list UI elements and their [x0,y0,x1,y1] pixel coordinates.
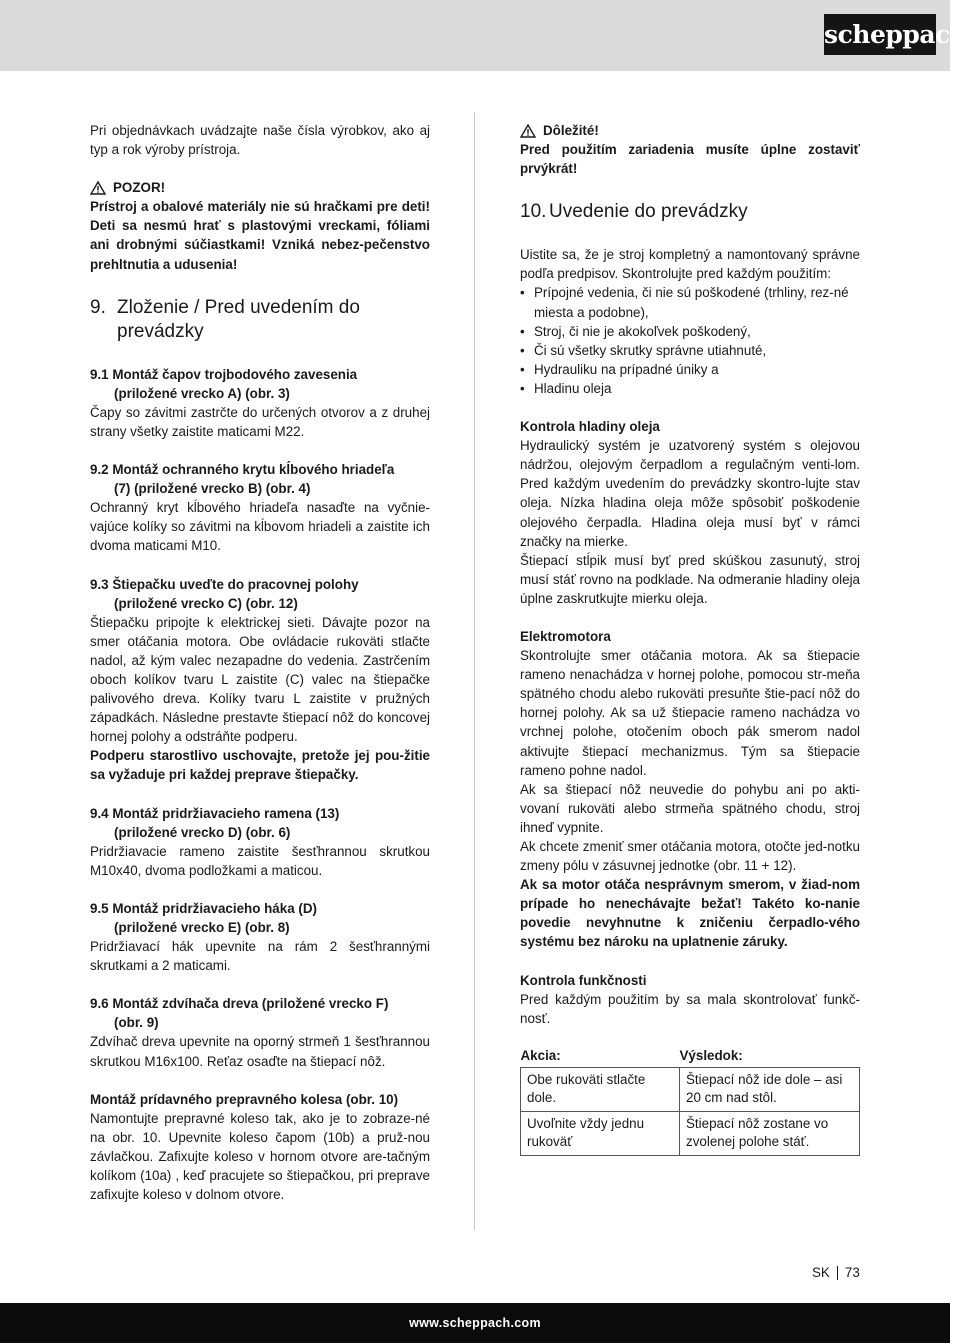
subsection-text: Ochranný kryt kĺbového hriadeľa nasaďte na vyčnie-vajúce kolíky so závitmi na kĺbovom hriadeli a zaistite ich dvoma maticami M10. [90,500,430,554]
subsection-title: 9.5 Montáž pridržiavacieho háka (D) [90,900,317,916]
subsection-transport-wheel [90,1090,430,1205]
subsection-text: Pridržiavacie rameno zaistite šesťhrannou skrutkou M10x40, dvoma podložkami a maticou. [90,843,430,878]
list-item: • Stroj, či nie je akokoľvek poškodený, [520,322,860,341]
function-check-text: Pred každým použitím by sa mala skontrolovať funkč-nosť. [520,991,860,1026]
footer-bar [0,1303,950,1343]
commissioning-intro: Uistite sa, že je stroj kompletný a namontovaný správne podľa predpisov. Skontrolujte pred každým použitím: [520,247,860,282]
table-cell: Štiepací nôž zostane vo zvolenej polohe stáť. [680,1111,860,1155]
subsection-9-6: 9.6 Montáž zdvíhača dreva (priložené vrecko F) (obr. 9) Zdvíhač dreva upevnite na oporný strmeň 1 šesťhrannou skrutkou M16x100. Reťaz osaďte na štiepací nôž. [90,994,430,1070]
table-header: Akcia: [520,1047,561,1063]
table-row [521,1111,860,1155]
warning-triangle-icon [90,181,106,195]
table-header: Výsledok: [679,1047,743,1063]
section-10-heading [520,200,860,224]
important-text: Pred použitím zariadenia musíte úplne zostaviť prvýkrát! [520,142,860,177]
subsection-text: Namontujte prepravné koleso tak, ako je to zobraze-né na obr. 10. Upevnite koleso čapom (10b) a pruž-nou závlačkou. Zafixujte koleso v hornom otvore are-tačným kolíkom (10a) , keď pracujete so štiepačkou, pri preprave zafixujte koleso v dolnom otvore. [90,1110,430,1203]
table-cell: Štiepací nôž ide dole – asi 20 cm nad stôl. [680,1067,860,1111]
section-number: 9. [90,296,106,318]
subsection-9-5: 9.5 Montáž pridržiavacieho háka (D) (priložené vrecko E) (obr. 8) Pridržiavací hák upevnite na rám 2 šesťhrannými skrutkami a 2 maticami. [90,899,430,975]
subsection-title: Montáž prídavného prepravného kolesa (obr. 10) [90,1091,399,1107]
warning-triangle-icon [520,124,536,138]
section-9-heading [90,296,430,344]
right-column [520,121,860,1156]
page-number [812,1265,860,1280]
motor-title: Elektromotora [520,628,611,644]
header-bar [0,0,967,71]
motor-text: Skontrolujte smer otáčania motora. Ak sa štiepacie rameno nenachádza v hornej polohe, pomocou str-meňa spätného chodu alebo rukoväti presuňte štie-pací nôž do hornej polohy. Ak sa už štiepacie rameno nachádza vo vrchnej polohe, otočením oboch pák smerom nadol aktivujte štiepací mechanizmus. Tým sa štiepacie rameno pohne nadol. [520,648,860,778]
warning-title: POZOR! [113,180,166,196]
list-item: • Hladinu oleja [520,379,860,398]
subsection-title: 9.3 Štiepačku uveďte do pracovnej polohy [90,576,359,592]
table-cell: Obe rukoväti stlačte dole. [521,1067,680,1111]
list-item: • Či sú všetky skrutky správne utiahnuté, [520,341,860,360]
subsection-title: 9.4 Montáž pridržiavacieho ramena (13) [90,805,340,821]
oil-check-text: Hydraulický systém je uzatvorený systém s olejovou nádržou, olejovým čerpadlom a regulačným venti-lom. Pred každým uvedením do prevádzky skontro-lujte stav oleja. Nízka hladina oleja môže spôsobiť poškodenie olejového čerpadla. Hladina oleja musí byť v rámci značky na mierke. [520,438,860,549]
footer-url: www.scheppach.com [409,1316,541,1330]
oil-check-text-2: Štiepací stĺpik musí byť pred skúškou zasunutý, stroj musí stáť rovno na podklade. Na odmeranie hladiny oleja úplne zaskrutkujte mierku oleja. [520,552,860,606]
subsection-9-1: 9.1 Montáž čapov trojbodového zavesenia (priložené vrecko A) (obr. 3) Čapy so závitmi zastrčte do určených otvorov a z druhej strany všetky zaistite maticami M22. [90,365,430,441]
subsection-title: 9.1 Montáž čapov trojbodového zavesenia [90,366,358,382]
table-row [521,1067,860,1111]
column-divider [474,112,475,1230]
list-item: • Prípojné vedenia, či nie sú poškodené (trhliny, rez-né miesta a podobne), [520,283,860,321]
page-num: 73 [844,1265,860,1280]
subsection-9-2: 9.2 Montáž ochranného krytu kĺbového hriadeľa (7) (priložené vrecko B) (obr. 4) Ochranný kryt kĺbového hriadeľa nasaďte na vyčnie-vajúce kolíky so závitmi na kĺbovom hriadeli a zaistite ich dvoma maticami M10. [90,460,430,555]
brand-logo: scheppach [824,14,936,55]
table-cell: Uvoľnite vždy jednu rukoväť [521,1111,680,1155]
section-title: Uvedenie do prevádzky [549,201,748,223]
warning-heading [90,178,430,197]
intro-text: Pri objednávkach uvádzajte naše čísla výrobkov, ako aj typ a rok výroby prístroja. [90,123,430,158]
function-check-title: Kontrola funkčnosti [520,972,647,988]
subsection-bold-note: Podperu starostlivo uschovajte, pretože jej pou-žitie sa vyžaduje pri každej preprave štiepačky. [90,748,430,783]
important-heading [520,121,860,140]
subsection-9-3: 9.3 Štiepačku uveďte do pracovnej polohy (priložené vrecko C) (obr. 12) Štiepačku pripojte k elektrickej sieti. Dávajte pozor na smer otáčania motora. Obe ovládacie rukoväti stlačte nadol, až kým valec nezapadne do vedenia. Zastrčením oboch kolíkov tvaru L zaistite (C) valec na štiepačke palivového dreva. Kolíky tvaru L zaistite v pružných západkách. Následne prestavte štiepací nôž do koncovej hornej polohy a odstráňte podperu. Podperu starostlivo uschovajte, pretože jej pou-žitie sa vyžaduje pri každej preprave štiepačky. [90,575,430,785]
motor-text-2: Ak sa štiepací nôž neuvedie do pohybu ani po akti-vovaní rukoväti alebo strmeňa spätného chodu, stroj ihneď vypnite. [520,781,860,835]
page-lang: SK [812,1265,830,1280]
important-title: Dôležité! [543,123,599,138]
section-title: Zloženie / Pred uvedením do prevádzky [117,296,360,342]
left-column [90,121,430,1204]
warning-text: Prístroj a obalové materiály nie sú hračkami pre deti! Deti sa nesmú hrať s plastovými vreckami, fóliami ani drobnými súčiastkami! Vzniká nebez-pečenstvo prehltnutia a udusenia! [90,199,430,272]
function-check-table [520,1047,860,1156]
subsection-text: Pridržiavací hák upevnite na rám 2 šesťhrannými skrutkami a 2 maticami. [90,939,430,974]
subsection-9-4: 9.4 Montáž pridržiavacieho ramena (13) (priložené vrecko D) (obr. 6) Pridržiavacie rameno zaistite šesťhrannou skrutkou M10x40, dvoma podložkami a maticou. [90,804,430,880]
section-number: 10. [520,201,547,223]
subsection-text: Zdvíhač dreva upevnite na oporný strmeň 1 šesťhrannou skrutkou M16x100. Reťaz osaďte na štiepací nôž. [90,1034,430,1069]
motor-warning: Ak sa motor otáča nesprávnym smerom, v žiad-nom prípade ho nenechávajte bežať! Takéto ko-nanie povedie nevyhnutne k zničeniu čerpadlo-vého systému bez nároku na uplatnenie záruky. [520,877,860,950]
check-list [520,283,860,398]
subsection-title: 9.2 Montáž ochranného krytu kĺbového hriadeľa [90,462,395,478]
subsection-title: 9.6 Montáž zdvíhača dreva (priložené vrecko F) [90,996,389,1012]
subsection-text: Štiepačku pripojte k elektrickej sieti. Dávajte pozor na smer otáčania motora. Obe ovládacie rukoväti stlačte nadol, až kým valec nezapadne do vedenia. Zastrčením oboch kolíkov tvaru L zaistite (C) valec na štiepačke palivového dreva. Kolíky tvaru L zaistite v pružných západkách. Následne prestavte štiepací nôž do koncovej hornej polohy a odstráňte podperu. [90,614,430,745]
motor-text-3: Ak chcete zmeniť smer otáčania motora, otočte jed-notku zmeny pólu v zásuvnej jednotke (obr. 11 + 12). [520,839,860,874]
list-item: • Hydrauliku na prípadné úniky a [520,360,860,379]
oil-check-title: Kontrola hladiny oleja [520,419,660,435]
subsection-text: Čapy so závitmi zastrčte do určených otvorov a z druhej strany všetky zaistite maticami M22. [90,404,430,439]
page-number-separator [837,1266,838,1280]
